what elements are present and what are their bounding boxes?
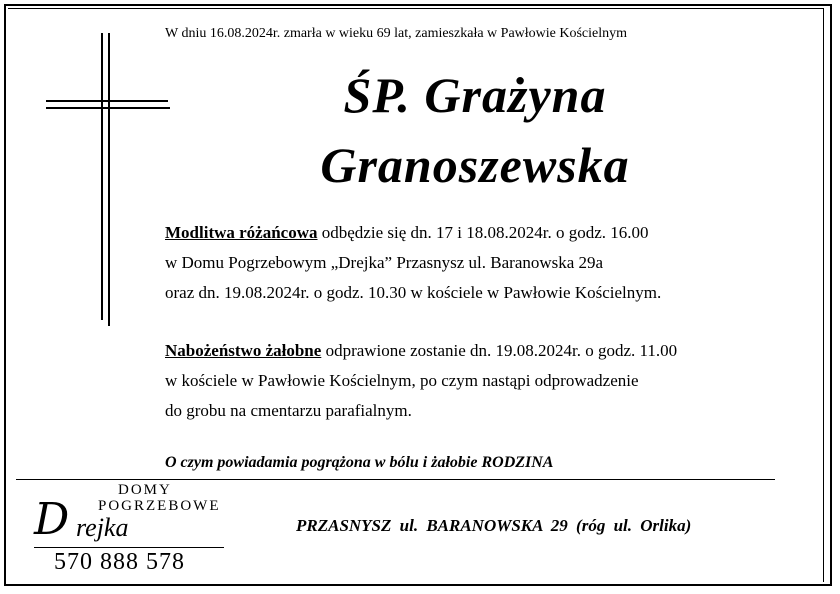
funeral-home-logo xyxy=(30,482,230,582)
cross-horizontal-beam-1 xyxy=(46,100,168,102)
funeral-line-1-text: odprawione zostanie dn. 19.08.2024r. o godz. 11.00 xyxy=(321,341,678,360)
cross-vertical-beam-2 xyxy=(108,33,110,326)
funeral-line-2: w kościele w Pawłowie Kościelnym, po czym nastąpi odprowadzenie xyxy=(165,371,639,390)
deceased-name-line-1: ŚP. Grażyna xyxy=(343,67,607,123)
logo-d-initial: D xyxy=(34,494,70,545)
cross-horizontal-beam-2 xyxy=(46,107,170,109)
funeral-line-3: do grobu na cmentarzu parafialnym. xyxy=(165,401,412,420)
phone-number: 570 888 578 xyxy=(54,549,185,575)
deceased-name-line-2: Granoszewska xyxy=(320,137,630,193)
logo-divider xyxy=(34,547,224,548)
rosary-heading: Modlitwa różańcowa xyxy=(165,223,318,242)
closing-line: O czym powiadamia pogrążona w bólu i żałobie RODZINA xyxy=(165,454,554,471)
death-notice-intro: W dniu 16.08.2024r. zmarła w wieku 69 lat, zamieszkała w Pawłowie Kościelnym xyxy=(165,26,628,41)
logo-pogrzebowe-text: POGRZEBOWE xyxy=(98,498,221,514)
funeral-heading: Nabożeństwo żałobne xyxy=(165,341,322,360)
cross-vertical-beam-1 xyxy=(101,33,103,320)
rosary-line-2: w Domu Pogrzebowym „Drejka” Przasnysz ul. Baranowska 29a xyxy=(165,253,604,272)
logo-rejka-text: rejka xyxy=(76,513,129,542)
funeral-line-1 xyxy=(165,336,677,366)
footer-divider xyxy=(16,479,775,480)
rosary-line-1-text: odbędzie się dn. 17 i 18.08.2024r. o godz. 16.00 xyxy=(317,223,649,242)
funeral-paragraph xyxy=(165,336,677,426)
rosary-line-3: oraz dn. 19.08.2024r. o godz. 10.30 w kościele w Pawłowie Kościelnym. xyxy=(165,283,662,302)
logo-domy-text: DOMY xyxy=(118,482,172,498)
funeral-home-address: PRZASNYSZ ul. BARANOWSKA 29 (róg ul. Orlika) xyxy=(296,516,692,535)
rosary-paragraph xyxy=(165,218,661,308)
rosary-line-1 xyxy=(165,218,661,248)
